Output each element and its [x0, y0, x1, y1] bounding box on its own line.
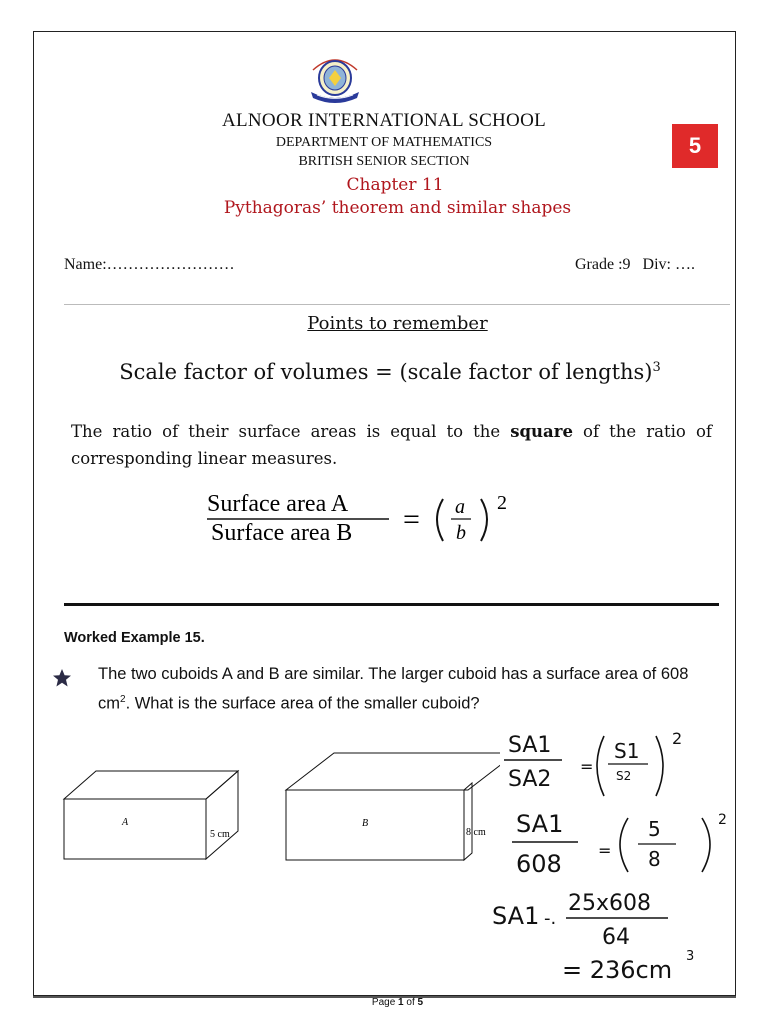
hw-product: 25x608 [568, 891, 652, 916]
svg-text:=: = [403, 503, 420, 536]
hw-64: 64 [602, 925, 630, 950]
hw-8: 8 [648, 847, 661, 871]
worked-example-title: Worked Example 15. [64, 630, 205, 646]
star-icon [52, 668, 72, 688]
hw-s1: S1 [614, 739, 640, 763]
divider [64, 304, 730, 305]
cuboid-a-dimension: 5 cm [210, 829, 230, 840]
scale-formula-exponent: 3 [652, 360, 661, 375]
footer-page-total: 5 [417, 997, 424, 1008]
school-logo [303, 48, 367, 104]
scale-formula-text: Scale factor of volumes = (scale factor of lengths) [119, 360, 653, 384]
svg-text:=: = [598, 841, 612, 860]
cuboid-a [64, 771, 238, 859]
fraction-numerator: Surface area A [207, 491, 349, 517]
solution-line-1 [504, 729, 682, 796]
footer-page-label: Page [371, 997, 396, 1008]
rhs-denominator: b [456, 522, 466, 544]
worksheet-number-badge: 5 [672, 124, 718, 168]
svg-text:-.: -. [544, 908, 557, 929]
cuboid-b [286, 753, 500, 860]
hw-5: 5 [648, 817, 661, 841]
footer-page-num: 1 [398, 997, 404, 1008]
hw-sa1: SA1 [508, 733, 552, 758]
question-superscript: 2 [120, 694, 126, 705]
hw-answer-exp: 3 [686, 949, 695, 964]
hw-608: 608 [516, 850, 562, 878]
ratio-bold-word: square [510, 422, 573, 441]
solution-line-4 [562, 949, 694, 984]
department-name: DEPARTMENT OF MATHEMATICS [275, 135, 493, 150]
solution-line-2 [512, 810, 727, 878]
ratio-statement [71, 418, 712, 472]
name-field: Name:…………………… [64, 256, 235, 273]
hw-exp-1: 2 [672, 729, 683, 748]
hw-exp-2: 2 [718, 812, 727, 828]
question-part-1: The two cuboids A and B are similar. The larger cuboid has a surface area of 608 cm [98, 665, 689, 713]
topic-title: Pythagoras’ theorem and similar shapes [223, 198, 572, 218]
cuboid-a-label: A [122, 817, 129, 828]
cuboid-b-dimension: 8 cm [466, 827, 486, 838]
rhs-numerator: a [455, 496, 465, 518]
footer-of: of [406, 997, 415, 1008]
points-title: Points to remember [307, 313, 488, 334]
cuboid-b-label: B [362, 818, 369, 829]
rhs-exponent: 2 [497, 492, 507, 514]
svg-text:=: = [580, 757, 594, 776]
ratio-text-end: of the ratio of corresponding linear measures. [71, 422, 712, 468]
section-name: BRITISH SENIOR SECTION [298, 154, 470, 169]
chapter-title: Chapter 11 [346, 175, 444, 195]
question-text [98, 662, 718, 717]
grade-label: Grade :9 [575, 256, 631, 273]
cuboid-diagrams [60, 745, 500, 865]
school-name: ALNOOR INTERNATIONAL SCHOOL [221, 110, 547, 131]
handwritten-solution [480, 720, 736, 990]
question-part-2: . What is the surface area of the smaller cuboid? [125, 694, 480, 713]
section-divider [64, 603, 719, 606]
hw-sa1-b: SA1 [516, 810, 564, 838]
hw-s2: S2 [616, 769, 632, 783]
ratio-text-start: The ratio of their surface areas is equal to the [71, 422, 501, 441]
grade-div-field [575, 256, 695, 274]
hw-answer: = 236cm [562, 956, 673, 984]
div-label: Div: …. [642, 256, 695, 273]
solution-line-3 [492, 891, 668, 950]
page-footer [0, 997, 768, 1008]
hw-sa2: SA2 [508, 767, 552, 792]
hw-sa1-c: SA1 [492, 902, 540, 930]
scale-factor-formula [0, 360, 768, 384]
surface-area-formula [207, 489, 537, 549]
fraction-denominator: Surface area B [211, 520, 353, 546]
